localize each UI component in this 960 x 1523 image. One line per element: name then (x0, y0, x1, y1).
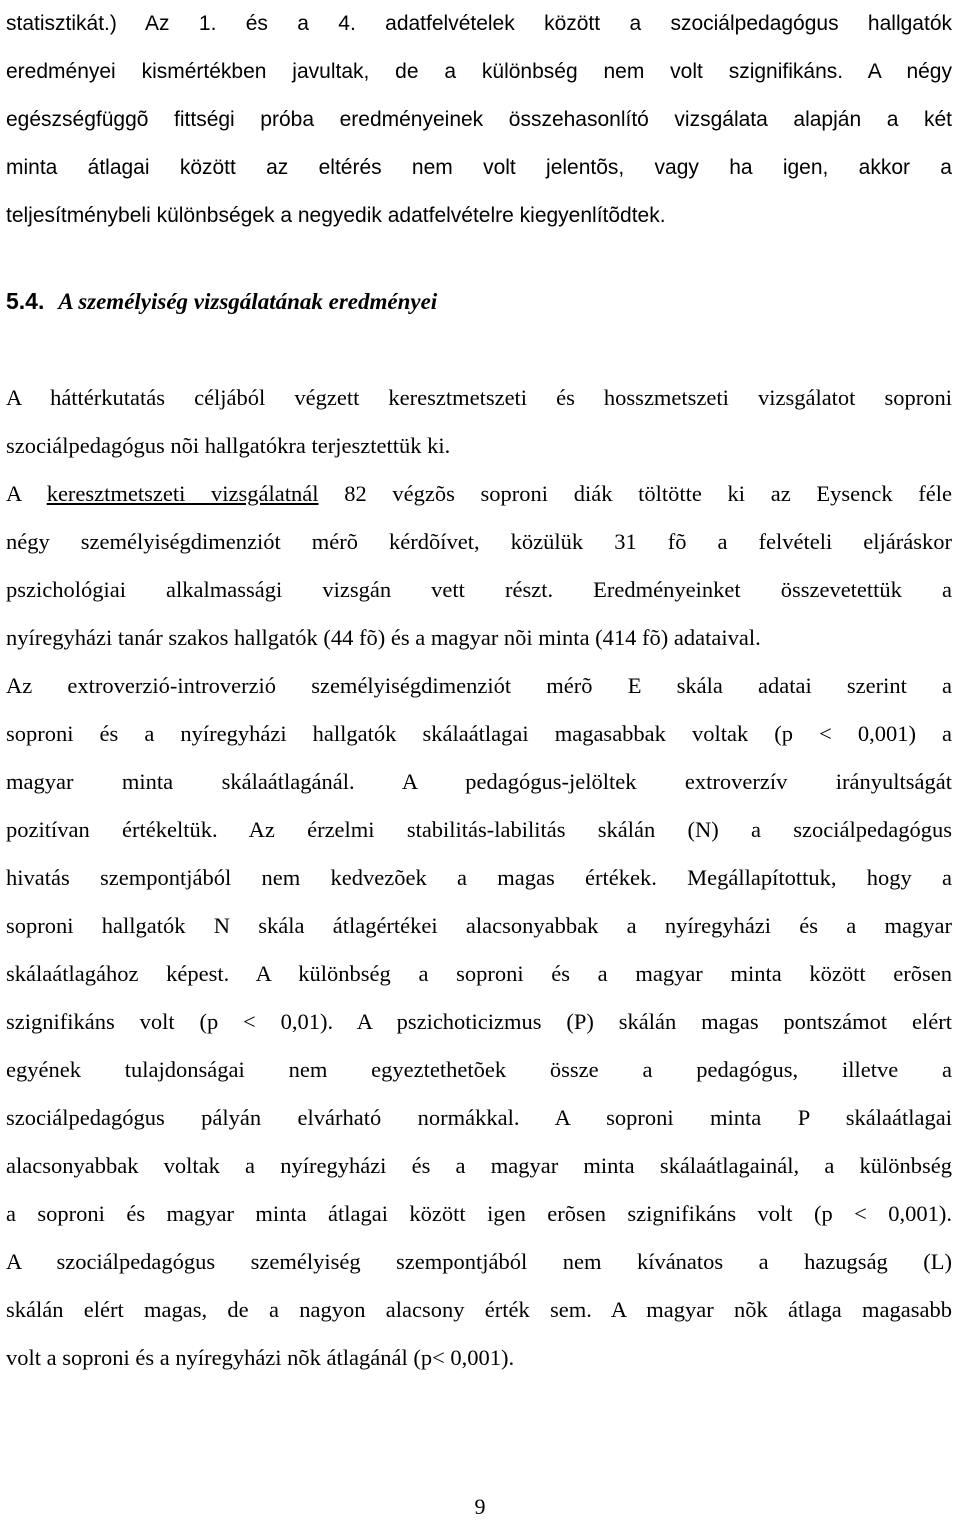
text-line: soproni hallgatók N skála átlagértékei alacsonyabbak a nyíregyházi és a magyar (6, 913, 952, 938)
text-line (6, 470, 952, 518)
text-line: szociálpedagógus pályán elvárható normákkal. A soproni minta P skálaátlagai (6, 1105, 952, 1130)
text-line: pszichológiai alkalmassági vizsgán vett részt. Eredményeinket összevetettük a (6, 577, 952, 602)
results-paragraph (6, 470, 952, 1382)
text-line: skálán elért magas, de a nagyon alacsony érték sem. A magyar nõk átlaga magasabb (6, 1297, 952, 1322)
text-line: skálaátlagához képest. A különbség a soproni és a magyar minta között erõsen (6, 961, 952, 986)
text-line: egészségfüggõ fittségi próba eredményeinek összehasonlító vizsgálata alapján a két (6, 108, 952, 131)
text-line: teljesítménybeli különbségek a negyedik adatfelvételre kiegyenlítõdtek. (6, 204, 666, 227)
text-line: eredményei kismértékben javultak, de a különbség nem volt szignifikáns. A négy (6, 60, 952, 83)
text-line: hivatás szempontjából nem kedvezõek a magas értékek. Megállapítottuk, hogy a (6, 865, 952, 890)
text-line: szignifikáns volt (p < 0,01). A pszichoticizmus (P) skálán magas pontszámot elért (6, 1009, 952, 1034)
intro-paragraph (6, 0, 952, 240)
text-line: Az extroverzió-introverzió személyiségdimenziót mérõ E skála adatai szerint a (6, 673, 952, 698)
text-line: A szociálpedagógus személyiség szempontjából nem kívánatos a hazugság (L) (6, 1249, 952, 1274)
text-line: A háttérkutatás céljából végzett keresztmetszeti és hosszmetszeti vizsgálatot soproni (6, 385, 952, 410)
background-paragraph (6, 374, 952, 470)
underlined-term: keresztmetszeti vizsgálatnál (46, 481, 319, 506)
text-fragment: A (6, 481, 47, 506)
text-line: soproni és a nyíregyházi hallgatók skálaátlagai magasabbak voltak (p < 0,001) a (6, 721, 952, 746)
text-line: nyíregyházi tanár szakos hallgatók (44 fõ) és a magyar nõi minta (414 fõ) adataival. (6, 625, 761, 650)
text-line: szociálpedagógus nõi hallgatókra terjesztettük ki. (6, 433, 451, 458)
text-line: négy személyiségdimenziót mérõ kérdõívet, közülük 31 fõ a felvételi eljáráskor (6, 529, 952, 554)
section-number: 5.4. (6, 288, 45, 314)
text-line: alacsonyabbak voltak a nyíregyházi és a magyar minta skálaátlagainál, a különbség (6, 1153, 952, 1178)
text-line: egyének tulajdonságai nem egyeztethetõek össze a pedagógus, illetve a (6, 1057, 952, 1082)
text-line: statisztikát.) Az 1. és a 4. adatfelvételek között a szociálpedagógus hallgatók (6, 12, 952, 35)
text-line: magyar minta skálaátlagánál. A pedagógus-jelöltek extroverzív irányultságát (6, 769, 952, 794)
text-line: pozitívan értékeltük. Az érzelmi stabilitás-labilitás skálán (N) a szociálpedagógus (6, 817, 952, 842)
text-fragment: 82 végzõs soproni diák töltötte ki az Eysenck féle (318, 481, 953, 506)
text-line: volt a soproni és a nyíregyházi nõk átlagánál (p< 0,001). (6, 1345, 515, 1370)
text-line: a soproni és magyar minta átlagai között igen erõsen szignifikáns volt (p < 0,001). (6, 1201, 952, 1226)
text-line: minta átlagai között az eltérés nem volt jelentõs, vagy ha igen, akkor a (6, 156, 952, 179)
section-title: A személyiség vizsgálatának eredményei (58, 289, 438, 314)
section-heading (6, 283, 437, 320)
page-number: 9 (474, 1494, 486, 1519)
